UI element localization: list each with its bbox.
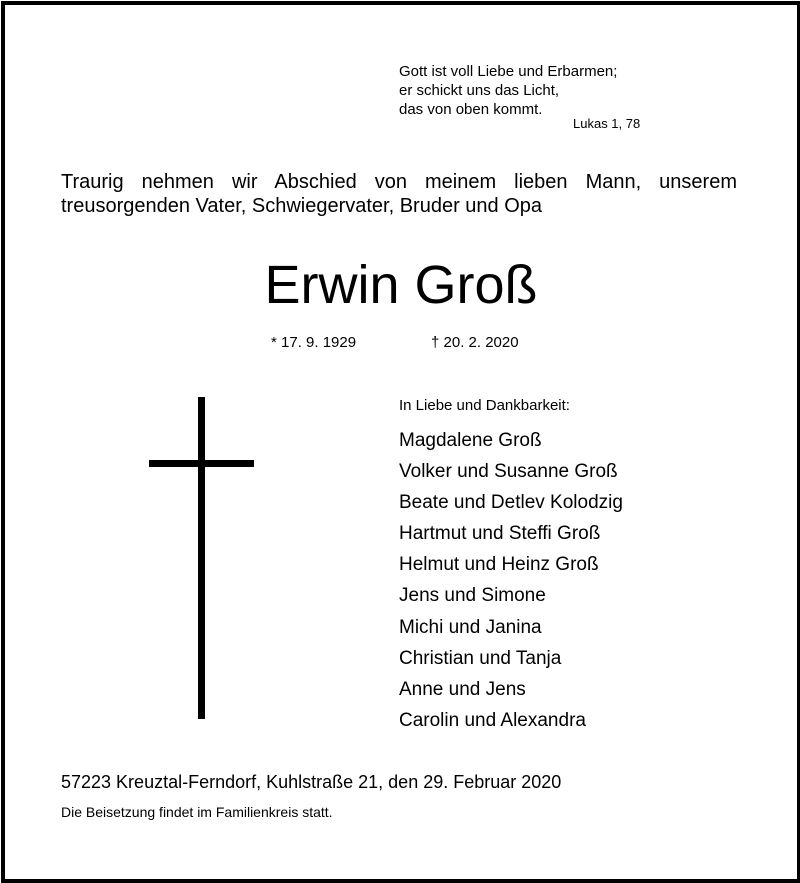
list-item: Jens und Simone xyxy=(399,585,546,607)
list-item: Hartmut und Steffi Groß xyxy=(399,523,601,545)
cross-icon xyxy=(198,397,205,719)
list-item: Anne und Jens xyxy=(399,678,526,700)
cross-icon-crossbar xyxy=(149,460,254,467)
verse-line: das von oben kommt. xyxy=(399,101,543,118)
intro-text: Traurig nehmen wir Abschied von meinem lieben Mann, unserem treusorgenden Vater, Schwiegervater, Bruder und Opa xyxy=(61,171,737,217)
mourners-heading: In Liebe und Dankbarkeit: xyxy=(399,397,570,414)
death-date: † 20. 2. 2020 xyxy=(431,334,519,351)
obituary-notice xyxy=(1,1,800,883)
list-item: Carolin und Alexandra xyxy=(399,709,586,731)
list-item: Christian und Tanja xyxy=(399,647,562,669)
deceased-name: Erwin Groß xyxy=(264,255,538,315)
verse-line: er schickt uns das Licht, xyxy=(399,82,560,99)
list-item: Volker und Susanne Groß xyxy=(399,461,618,483)
list-item: Magdalene Groß xyxy=(399,430,542,451)
burial-note: Die Beisetzung findet im Familienkreis statt. xyxy=(61,804,333,820)
birth-date: * 17. 9. 1929 xyxy=(271,334,357,351)
address-line: 57223 Kreuztal-Ferndorf, Kuhlstraße 21, den 29. Februar 2020 xyxy=(61,772,562,792)
verse-line: Gott ist voll Liebe und Erbarmen; xyxy=(399,63,618,80)
list-item: Michi und Janina xyxy=(399,616,542,638)
verse-reference: Lukas 1, 78 xyxy=(573,116,641,131)
bible-verse xyxy=(399,62,617,119)
mourners-list xyxy=(399,425,623,736)
list-item: Beate und Detlev Kolodzig xyxy=(399,492,623,514)
list-item: Helmut und Heinz Groß xyxy=(399,554,599,576)
